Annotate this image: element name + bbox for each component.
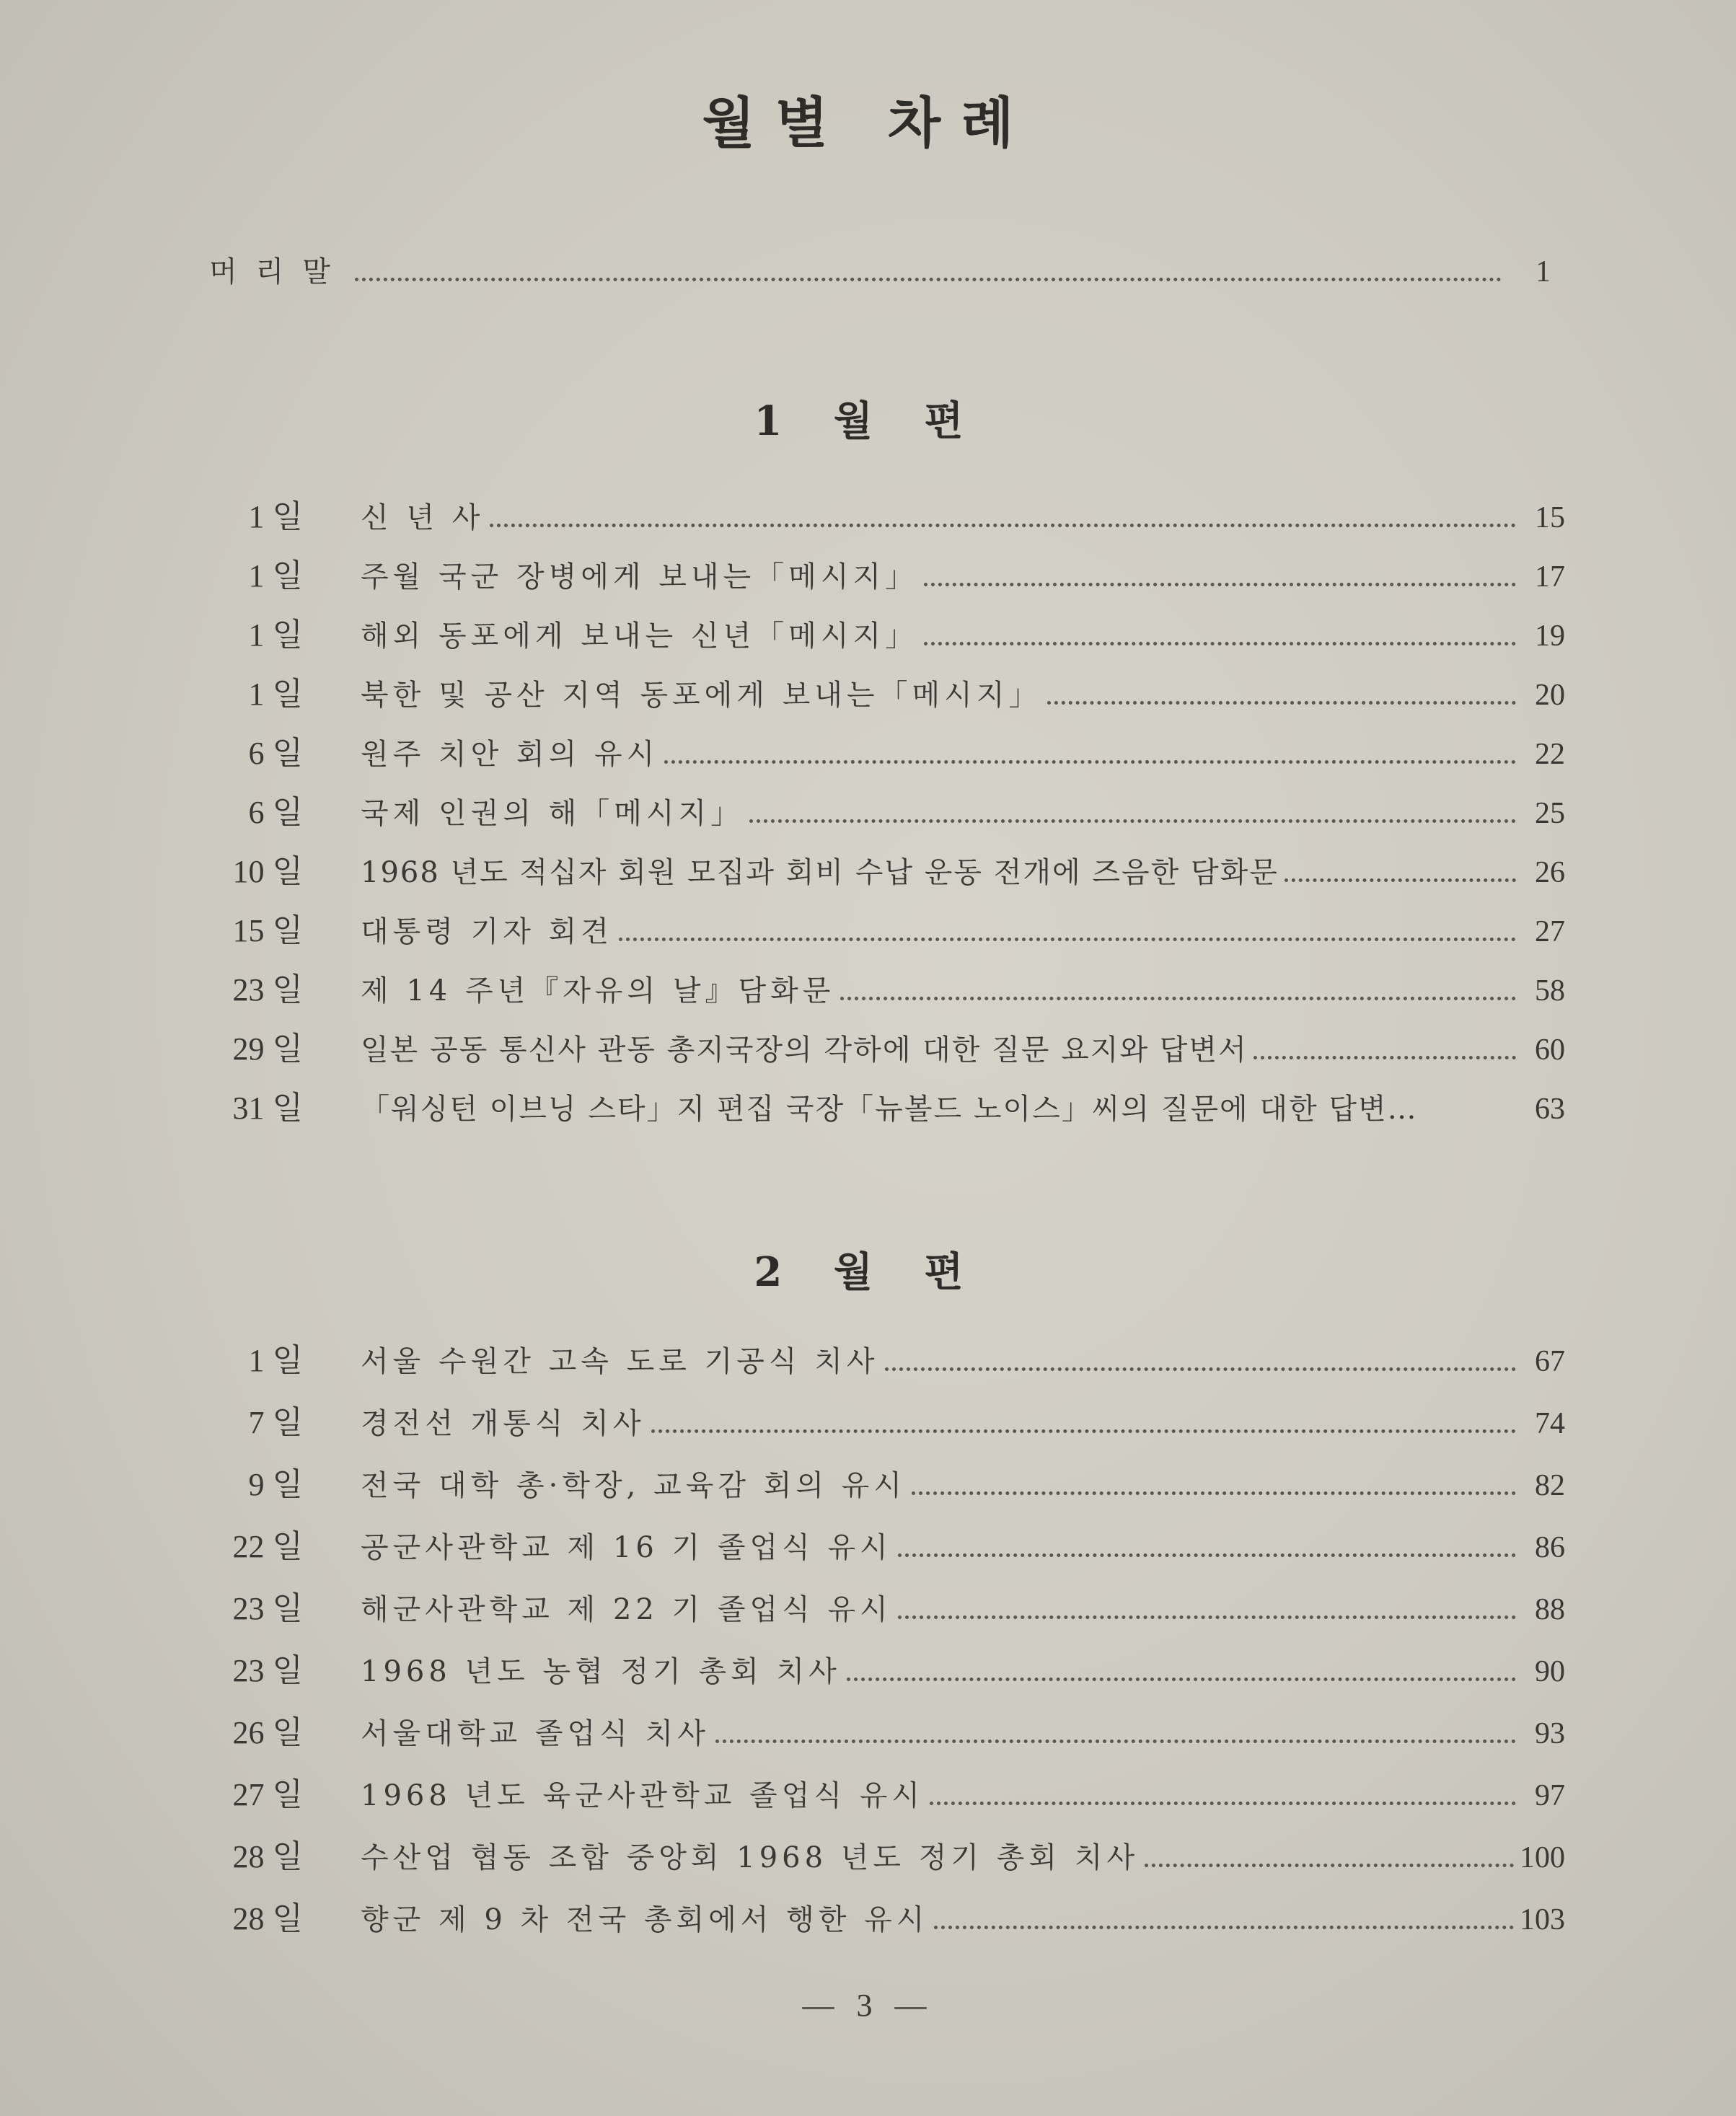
entry-day: 26 일 xyxy=(232,1715,303,1750)
toc-entry xyxy=(195,550,1565,609)
toc-entry xyxy=(195,786,1565,845)
dot-leader xyxy=(934,1926,1514,1929)
dot-leader xyxy=(1253,1056,1516,1059)
toc-intro-entry xyxy=(209,249,1551,290)
entry-title: 1968 년도 적십자 회원 모집과 회비 수납 운동 전개에 즈음한 담화문 xyxy=(361,856,1279,889)
toc-entry xyxy=(195,964,1565,1023)
entry-day: 29 일 xyxy=(232,1031,303,1067)
dot-leader xyxy=(355,278,1502,281)
entry-page-number: 22 xyxy=(1535,738,1565,771)
dot-leader xyxy=(885,1367,1516,1371)
entry-title: 주월 국군 장병에게 보내는「메시지」 xyxy=(361,560,919,594)
entry-title: 제 14 주년『자유의 날』담화문 xyxy=(361,974,835,1008)
entry-page-number: 15 xyxy=(1535,501,1565,534)
entry-day: 22 일 xyxy=(232,1529,303,1564)
toc-entry xyxy=(195,1582,1565,1644)
dot-leader xyxy=(619,938,1516,941)
dot-leader xyxy=(1047,701,1516,705)
dot-leader xyxy=(1424,1115,1516,1119)
entry-title: 신 년 사 xyxy=(361,501,485,534)
entry-title: 대통령 기자 회견 xyxy=(361,915,613,948)
entry-title: 일본 공동 통신사 관동 총지국장의 각하에 대한 질문 요지와 답변서 xyxy=(361,1033,1248,1067)
entry-day: 1 일 xyxy=(248,617,303,653)
entry-day: 27 일 xyxy=(232,1777,303,1812)
page-number-footer: — 3 — xyxy=(802,1988,934,2023)
entry-day: 6 일 xyxy=(248,736,303,771)
entry-page-number: 93 xyxy=(1535,1717,1565,1750)
entry-page-number: 17 xyxy=(1535,560,1565,594)
entry-day: 1 일 xyxy=(248,676,303,712)
entry-day: 1 일 xyxy=(248,558,303,594)
entry-page-number: 27 xyxy=(1535,915,1565,948)
dot-leader xyxy=(840,997,1516,1000)
toc-entry xyxy=(195,904,1565,964)
toc-entry xyxy=(195,727,1565,786)
toc-entry xyxy=(195,1892,1565,1954)
entry-page-number: 100 xyxy=(1520,1841,1565,1874)
entry-page-number: 90 xyxy=(1535,1655,1565,1688)
entry-page-number: 86 xyxy=(1535,1531,1565,1564)
entry-day: 28 일 xyxy=(232,1839,303,1874)
entry-title: 향군 제 9 차 전국 총회에서 행한 유시 xyxy=(361,1903,929,1936)
dot-leader xyxy=(847,1678,1516,1681)
intro-label: 머리말 xyxy=(209,255,349,288)
entry-title: 수산업 협동 조합 중앙회 1968 년도 정기 총회 치사 xyxy=(361,1841,1140,1874)
dot-leader xyxy=(924,583,1516,586)
entry-page-number: 20 xyxy=(1535,679,1565,712)
page-title: 월별 차례 xyxy=(702,91,1034,155)
toc-list-january xyxy=(195,490,1565,1141)
toc-entry xyxy=(195,1830,1565,1892)
toc-entry xyxy=(195,1396,1565,1458)
entry-page-number: 19 xyxy=(1535,620,1565,653)
entry-title: 국제 인권의 해「메시지」 xyxy=(361,797,744,830)
entry-day: 6 일 xyxy=(248,795,303,830)
entry-title: 해군사관학교 제 22 기 졸업식 유시 xyxy=(361,1593,892,1626)
dot-leader xyxy=(651,1429,1516,1433)
toc-entry xyxy=(195,1644,1565,1706)
toc-entry xyxy=(195,668,1565,727)
dot-leader xyxy=(664,760,1516,764)
section-heading-february: 2 월 편 xyxy=(754,1248,982,1296)
entry-title: 원주 치안 회의 유시 xyxy=(361,738,659,771)
entry-page-number: 67 xyxy=(1535,1345,1565,1378)
dot-leader xyxy=(912,1491,1516,1495)
entry-page-number: 88 xyxy=(1535,1593,1565,1626)
dot-leader xyxy=(898,1615,1516,1619)
entry-title: 전국 대학 총·학장, 교육감 회의 유시 xyxy=(361,1469,906,1502)
entry-day: 9 일 xyxy=(248,1467,303,1502)
entry-title: 공군사관학교 제 16 기 졸업식 유시 xyxy=(361,1531,892,1564)
entry-page-number: 74 xyxy=(1535,1407,1565,1440)
entry-title: 「워싱턴 이브닝 스타」지 편집 국장「뉴볼드 노이스」씨의 질문에 대한 답변… xyxy=(361,1093,1418,1126)
entry-day: 23 일 xyxy=(232,972,303,1008)
section-heading-january: 1 월 편 xyxy=(754,397,982,445)
entry-page-number: 58 xyxy=(1535,974,1565,1008)
entry-day: 7 일 xyxy=(248,1405,303,1440)
entry-title: 경전선 개통식 치사 xyxy=(361,1407,646,1440)
entry-title: 1968 년도 육군사관학교 졸업식 유시 xyxy=(361,1779,924,1812)
dot-leader xyxy=(930,1802,1516,1805)
entry-page-number: 25 xyxy=(1535,797,1565,830)
dot-leader xyxy=(490,524,1516,527)
toc-entry xyxy=(195,609,1565,668)
dot-leader xyxy=(749,819,1516,823)
toc-entry xyxy=(195,1458,1565,1520)
toc-entry xyxy=(195,1768,1565,1830)
toc-entry xyxy=(195,1706,1565,1768)
entry-title: 북한 및 공산 지역 동포에게 보내는「메시지」 xyxy=(361,679,1042,712)
entry-day: 1 일 xyxy=(248,499,303,534)
toc-entry xyxy=(195,845,1565,904)
intro-page-number: 1 xyxy=(1535,255,1551,288)
entry-title: 해외 동포에게 보내는 신년「메시지」 xyxy=(361,620,919,653)
entry-day: 1 일 xyxy=(248,1343,303,1378)
entry-page-number: 63 xyxy=(1535,1093,1565,1126)
toc-list-february xyxy=(195,1334,1565,1954)
dot-leader xyxy=(1145,1864,1514,1867)
entry-page-number: 82 xyxy=(1535,1469,1565,1502)
entry-page-number: 26 xyxy=(1535,856,1565,889)
dot-leader xyxy=(1285,878,1516,882)
dot-leader xyxy=(898,1553,1516,1557)
toc-entry xyxy=(195,1023,1565,1082)
toc-entry xyxy=(195,1334,1565,1396)
toc-entry xyxy=(195,1082,1565,1141)
entry-title: 1968 년도 농협 정기 총회 치사 xyxy=(361,1655,841,1688)
entry-day: 31 일 xyxy=(232,1090,303,1126)
entry-day: 10 일 xyxy=(232,854,303,889)
dot-leader xyxy=(715,1740,1516,1743)
entry-page-number: 60 xyxy=(1535,1033,1565,1067)
toc-entry xyxy=(195,1520,1565,1582)
entry-day: 28 일 xyxy=(232,1901,303,1936)
entry-day: 15 일 xyxy=(232,913,303,948)
entry-day: 23 일 xyxy=(232,1653,303,1688)
dot-leader xyxy=(924,642,1516,645)
entry-page-number: 103 xyxy=(1520,1903,1565,1936)
entry-title: 서울 수원간 고속 도로 기공식 치사 xyxy=(361,1345,879,1378)
toc-entry xyxy=(195,490,1565,550)
entry-day: 23 일 xyxy=(232,1591,303,1626)
entry-page-number: 97 xyxy=(1535,1779,1565,1812)
entry-title: 서울대학교 졸업식 치사 xyxy=(361,1717,710,1750)
